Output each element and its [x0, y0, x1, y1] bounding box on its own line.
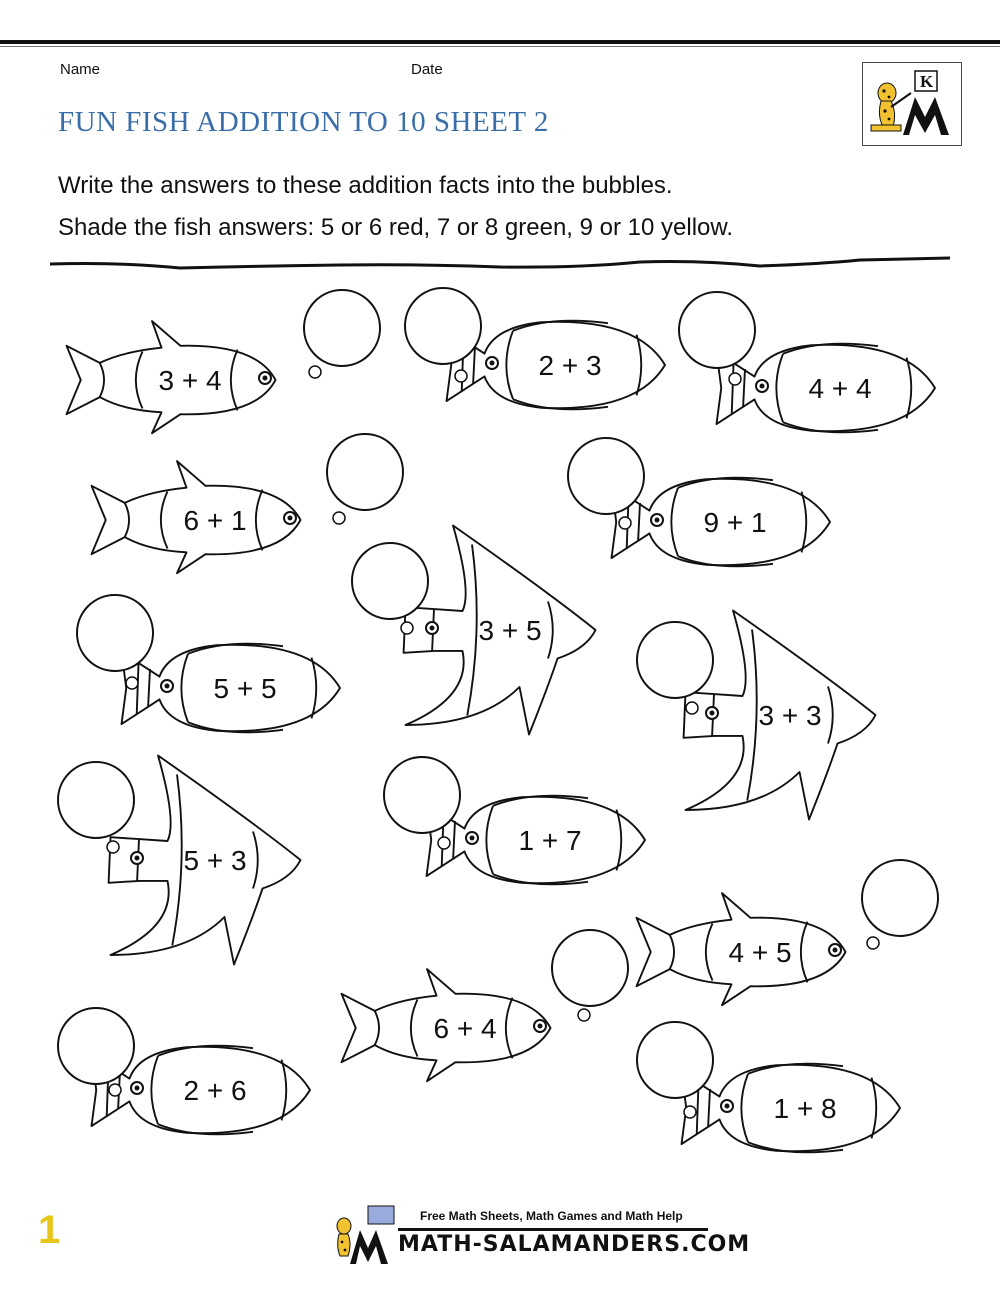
small-bubble	[126, 677, 138, 689]
small-bubble	[107, 841, 119, 853]
name-label: Name	[60, 61, 101, 78]
footer-site-name: MATH-SALAMANDERS.COM	[398, 1232, 751, 1257]
fish-6	[352, 526, 596, 735]
small-bubble	[109, 1084, 121, 1096]
answer-bubble[interactable]	[637, 622, 713, 698]
date-label: Date	[411, 61, 443, 78]
page-number: 1	[38, 1208, 61, 1252]
answer-bubble[interactable]	[862, 860, 938, 936]
answer-bubble[interactable]	[568, 438, 644, 514]
addition-fact: 6 + 4	[433, 1013, 497, 1044]
small-bubble	[684, 1106, 696, 1118]
small-bubble	[309, 366, 321, 378]
addition-fact: 5 + 3	[183, 845, 247, 876]
addition-fact: 9 + 1	[703, 507, 767, 538]
footer-tagline: Free Math Sheets, Math Games and Math Help	[420, 1209, 683, 1223]
fish-11	[637, 860, 939, 1005]
small-bubble	[438, 837, 450, 849]
small-bubble	[401, 622, 413, 634]
answer-bubble[interactable]	[352, 543, 428, 619]
addition-fact: 3 + 4	[158, 365, 222, 396]
small-bubble	[619, 517, 631, 529]
addition-fact: 1 + 8	[773, 1093, 837, 1124]
fish-13	[58, 1008, 310, 1134]
fish-7	[77, 595, 340, 732]
answer-bubble[interactable]	[679, 292, 755, 368]
addition-fact: 2 + 6	[183, 1075, 247, 1106]
small-bubble	[729, 373, 741, 385]
addition-fact: 6 + 1	[183, 505, 247, 536]
addition-fact: 3 + 3	[758, 700, 822, 731]
addition-fact: 4 + 5	[728, 937, 792, 968]
answer-bubble[interactable]	[304, 290, 380, 366]
addition-fact: 3 + 5	[478, 615, 542, 646]
small-bubble	[867, 937, 879, 949]
addition-fact: 1 + 7	[518, 825, 582, 856]
fish-5	[568, 438, 830, 566]
answer-bubble[interactable]	[384, 757, 460, 833]
instruction-line-1: Write the answers to these addition facts into the bubbles.	[58, 172, 673, 199]
answer-bubble[interactable]	[77, 595, 153, 671]
small-bubble	[578, 1009, 590, 1021]
answer-bubble[interactable]	[327, 434, 403, 510]
fish-9	[58, 756, 301, 965]
fish-3	[679, 292, 935, 432]
answer-bubble[interactable]	[58, 1008, 134, 1084]
answer-bubble[interactable]	[58, 762, 134, 838]
instruction-line-2: Shade the fish answers: 5 or 6 red, 7 or 8 green, 9 or 10 yellow.	[58, 214, 734, 241]
fish-2	[405, 288, 665, 409]
addition-fact: 5 + 5	[213, 673, 277, 704]
worksheet-title: FUN FISH ADDITION TO 10 SHEET 2	[58, 106, 549, 138]
answer-bubble[interactable]	[552, 930, 628, 1006]
small-bubble	[455, 370, 467, 382]
footer-rule	[398, 1228, 708, 1231]
water-line	[50, 258, 950, 268]
logo-letter: K	[920, 72, 934, 91]
fish-1	[66, 290, 380, 433]
small-bubble	[686, 702, 698, 714]
fish-10	[384, 757, 645, 884]
small-bubble	[333, 512, 345, 524]
addition-fact: 2 + 3	[538, 350, 602, 381]
fish-14	[637, 1022, 900, 1152]
addition-fact: 4 + 4	[808, 373, 872, 404]
footer-logo	[330, 1204, 400, 1266]
answer-bubble[interactable]	[405, 288, 481, 364]
answer-bubble[interactable]	[637, 1022, 713, 1098]
fish-12	[342, 930, 629, 1081]
fish-8	[637, 611, 876, 820]
fish-4	[91, 434, 403, 573]
